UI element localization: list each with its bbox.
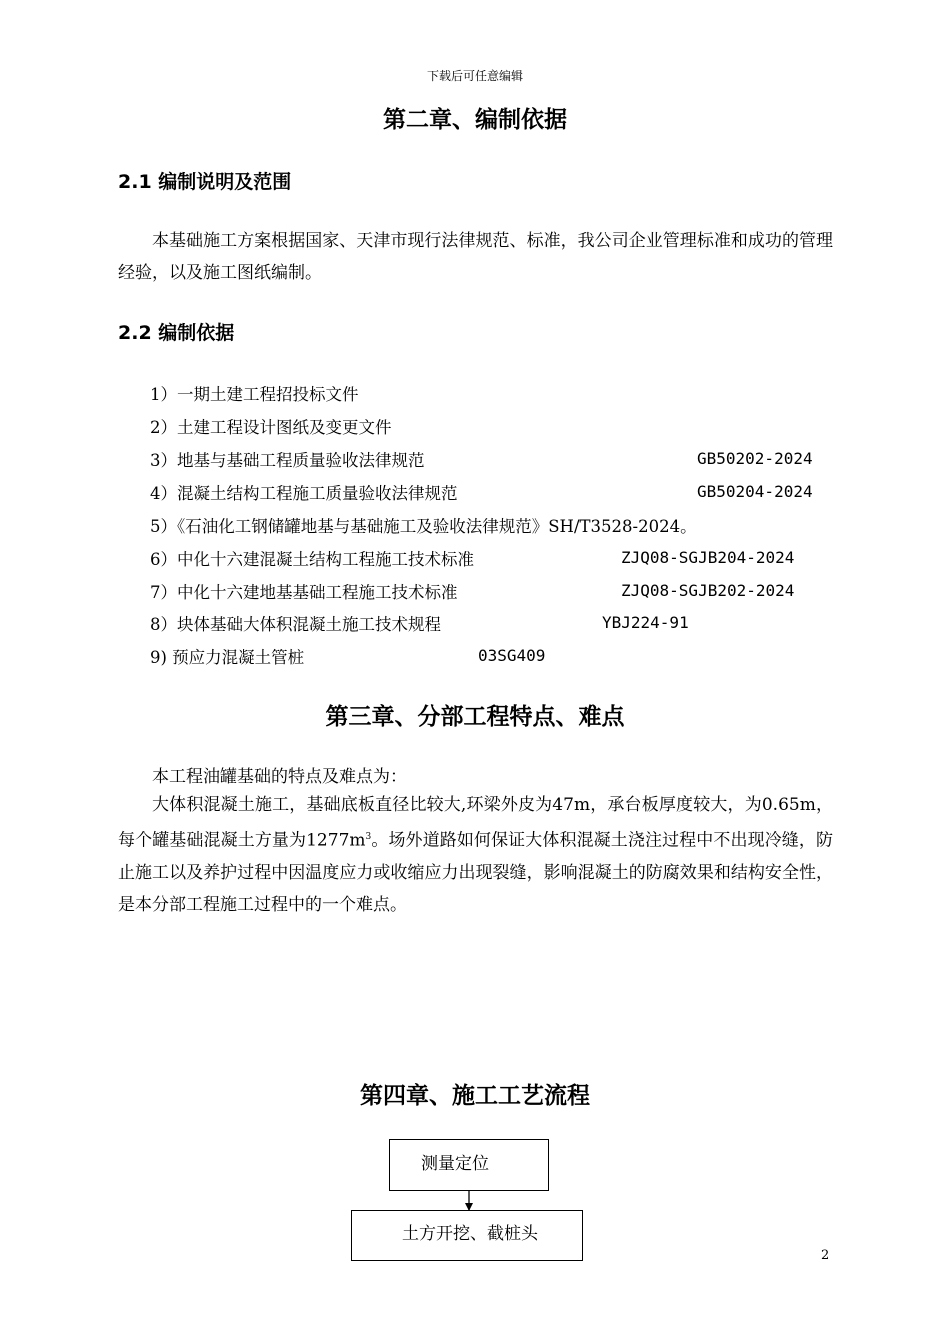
basis-item-7-code: ZJQ08-SGJB202-2024 [621,581,795,600]
chapter-3-title: 第三章、分部工程特点、难点 [325,704,625,730]
page-number: 2 [821,1248,830,1263]
flow-arrow-down-icon [460,1190,480,1212]
chapter-3-paragraph-part-2: 。场外道路如何保证大体积混凝土浇注过程中不出现冷缝，防止施工以及养护过程中因温度应力或收缩应力出现裂缝，影响混凝土的防腐效果和结构安全性，是本分部工程施工过程中的一个难点。 [118,830,834,915]
flow-step-1-label: 测量定位 [421,1154,489,1174]
chapter-2-title: 第二章、编制依据 [383,107,567,133]
basis-item-3: 3）地基与基础工程质量验收法律规范 [150,451,425,470]
basis-item-5: 5）《石油化工钢储罐地基与基础施工及验收法律规范》SH/T3528-2024。 [150,517,697,536]
basis-item-9-code: 03SG409 [478,646,546,665]
chapter-4-title: 第四章、施工工艺流程 [360,1083,590,1109]
flow-step-2-label: 土方开挖、截桩头 [402,1224,538,1244]
chapter-3-paragraph [118,789,833,921]
page-header: 下载后可任意编辑 [426,69,523,83]
section-2-1-title: 2.1 编制说明及范围 [118,171,292,193]
basis-item-2: 2）土建工程设计图纸及变更文件 [150,418,392,437]
basis-item-9: 9) 预应力混凝土管桩 [150,648,305,667]
basis-item-3-code: GB50202-2024 [697,449,813,468]
basis-item-6-code: ZJQ08-SGJB204-2024 [621,548,795,567]
flow-step-1-box [389,1139,549,1191]
basis-item-7: 7）中化十六建地基基础工程施工技术标准 [150,583,458,602]
flow-step-2-box [351,1210,583,1261]
basis-item-8: 8）块体基础大体积混凝土施工技术规程 [150,615,441,634]
basis-item-6: 6）中化十六建混凝土结构工程施工技术标准 [150,550,474,569]
basis-item-8-code: YBJ224-91 [602,613,689,632]
section-2-1-paragraph: 本基础施工方案根据国家、天津市现行法律规范、标准，我公司企业管理标准和成功的管理经验，以及施工图纸编制。 [118,231,833,283]
chapter-3-intro: 本工程油罐基础的特点及难点为： [152,767,407,787]
section-2-2-title: 2.2 编制依据 [118,322,235,344]
basis-item-1: 1）一期土建工程招投标文件 [150,385,359,404]
cubic-superscript: 3 [365,832,372,842]
basis-item-4: 4）混凝土结构工程施工质量验收法律规范 [150,484,458,503]
chapter-3-paragraph-part-1: 大体积混凝土施工，基础底板直径比较大,环梁外皮为47m，承台板厚度较大，为0.65m，每个罐基础混凝土方量为1277m [118,795,833,851]
basis-item-4-code: GB50204-2024 [697,482,813,501]
